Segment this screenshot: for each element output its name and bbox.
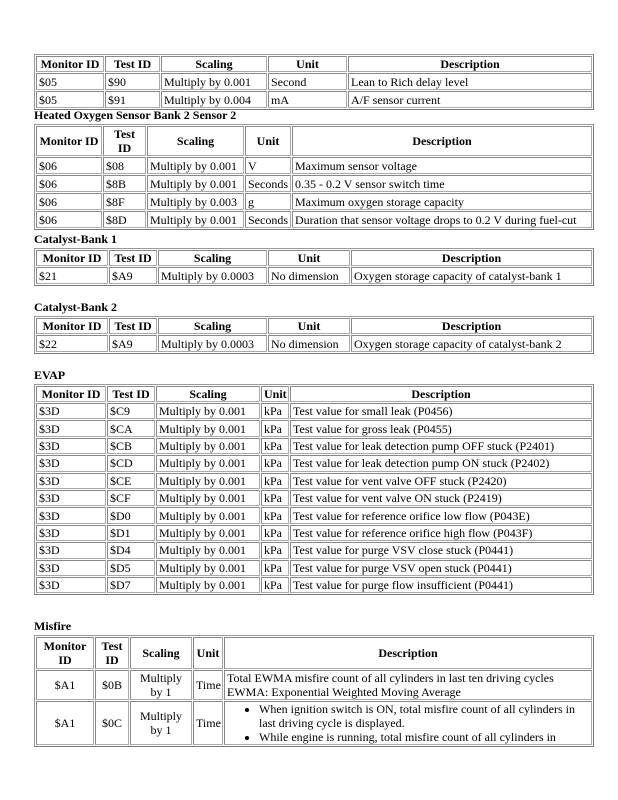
table-row: [36, 455, 592, 471]
table-cell: $A9: [109, 335, 157, 352]
table-cell: Multiply by 0.001: [156, 525, 260, 541]
table-cell: $3D: [36, 420, 106, 436]
table-row: [36, 403, 592, 419]
header-row: [36, 56, 592, 72]
table-cell: Multiply by 0.0003: [158, 267, 267, 284]
section-title: Catalyst-Bank 2: [34, 300, 118, 314]
table-cell: Multiply by 0.001: [156, 455, 260, 471]
table-cell: Test value for reference orifice low flow (P043E): [290, 507, 592, 523]
section-2: [34, 232, 594, 286]
table-cell: $06: [36, 157, 102, 174]
table-cell: Multiply by 0.001: [156, 420, 260, 436]
table-cell: Multiply by 0.001: [156, 490, 260, 506]
table-cell: Test value for purge VSV close stuck (P0441): [290, 542, 592, 558]
section-title: EVAP: [34, 368, 66, 382]
section-0: [34, 54, 594, 110]
table-cell: $3D: [36, 577, 106, 593]
section-5: [34, 619, 594, 747]
table-row: [36, 193, 592, 210]
table-cell: $3D: [36, 560, 106, 576]
table-row: [36, 507, 592, 523]
column-header: Description: [351, 318, 592, 334]
column-header: Scaling: [158, 318, 267, 334]
table-cell: Oxygen storage capacity of catalyst-bank 1: [351, 267, 592, 284]
table-cell: $CF: [107, 490, 155, 506]
column-header: Scaling: [158, 250, 267, 266]
table-cell: Multiply by 0.004: [161, 91, 267, 108]
column-header: Unit: [261, 386, 289, 402]
table-cell: $05: [36, 73, 104, 90]
table-row: [36, 420, 592, 436]
table-cell: $8F: [103, 193, 146, 210]
table-cell: Total EWMA misfire count of all cylinders in last ten driving cycles EWMA: Exponential Weighted Moving Average: [224, 670, 592, 700]
table-cell: Test value for purge flow insufficient (P0441): [290, 577, 592, 593]
column-header: Monitor ID: [36, 56, 104, 72]
table-cell: $0C: [95, 701, 129, 745]
table-cell: $06: [36, 211, 102, 228]
table-cell: Maximum sensor voltage: [292, 157, 592, 174]
table-cell: $A1: [36, 670, 94, 700]
column-header: Monitor ID: [36, 318, 108, 334]
table-cell: No dimension: [268, 267, 350, 284]
table-row: [36, 525, 592, 541]
table-row: [36, 670, 592, 700]
table-cell: Maximum oxygen storage capacity: [292, 193, 592, 210]
table-cell: $06: [36, 175, 102, 192]
column-header: Test ID: [105, 56, 160, 72]
table-row: [36, 73, 592, 90]
table-cell: $3D: [36, 403, 106, 419]
table-cell: $D1: [107, 525, 155, 541]
table-cell: Multiply by 0.001: [156, 507, 260, 523]
table-cell: No dimension: [268, 335, 350, 352]
table-row: [36, 560, 592, 576]
table-cell: Test value for vent valve OFF stuck (P2420): [290, 473, 592, 489]
column-header: Unit: [268, 56, 347, 72]
table-cell: $D5: [107, 560, 155, 576]
table-cell: $CB: [107, 438, 155, 454]
table-cell: Test value for leak detection pump ON stuck (P2402): [290, 455, 592, 471]
table-cell: $CD: [107, 455, 155, 471]
table-cell: kPa: [261, 542, 289, 558]
table-cell: $D0: [107, 507, 155, 523]
table-cell: $08: [103, 157, 146, 174]
table-cell: A/F sensor current: [348, 91, 592, 108]
table-cell: kPa: [261, 438, 289, 454]
table-cell: Test value for reference orifice high flow (P043F): [290, 525, 592, 541]
table-cell: Multiply by 0.001: [156, 542, 260, 558]
table-cell: kPa: [261, 560, 289, 576]
table-cell: kPa: [261, 455, 289, 471]
table-cell: $8D: [103, 211, 146, 228]
table-cell: Multiply by 0.0003: [158, 335, 267, 352]
table-cell: $90: [105, 73, 160, 90]
data-table: [34, 635, 594, 747]
table-cell: $3D: [36, 473, 106, 489]
data-table: [34, 124, 594, 230]
table-cell: kPa: [261, 420, 289, 436]
section-3: [34, 300, 594, 354]
table-row: [36, 157, 592, 174]
section-title: Heated Oxygen Sensor Bank 2 Sensor 2: [34, 108, 237, 122]
table-cell: Seconds: [245, 211, 291, 228]
column-header: Unit: [268, 318, 350, 334]
table-cell: Multiply by 0.003: [147, 193, 244, 210]
data-table: [34, 316, 594, 354]
table-cell: Test value for purge VSV open stuck (P0441): [290, 560, 592, 576]
table-cell: $3D: [36, 455, 106, 471]
data-table: [34, 54, 594, 110]
section-1: [34, 108, 594, 230]
table-cell: Time: [193, 670, 223, 700]
section-title: Catalyst-Bank 1: [34, 232, 118, 246]
table-cell: kPa: [261, 490, 289, 506]
table-row: [36, 438, 592, 454]
table-cell: Second: [268, 73, 347, 90]
table-row: [36, 473, 592, 489]
table-cell: Multiply by 0.001: [147, 157, 244, 174]
table-cell: kPa: [261, 403, 289, 419]
table-cell: $D7: [107, 577, 155, 593]
header-row: [36, 386, 592, 402]
table-cell: $06: [36, 193, 102, 210]
table-cell: Test value for gross leak (P0455): [290, 420, 592, 436]
table-cell: $21: [36, 267, 108, 284]
table-row: [36, 701, 592, 745]
table-cell: Multiply by 0.001: [156, 577, 260, 593]
header-row: [36, 126, 592, 156]
table-cell: $3D: [36, 542, 106, 558]
column-header: Scaling: [147, 126, 244, 156]
column-header: Unit: [268, 250, 350, 266]
header-row: [36, 637, 592, 669]
table-cell: Multiply by 0.001: [156, 403, 260, 419]
table-cell: Multiply by 0.001: [147, 211, 244, 228]
table-cell: Duration that sensor voltage drops to 0.2 V during fuel-cut: [292, 211, 592, 228]
column-header: Unit: [193, 637, 223, 669]
table-cell: $A1: [36, 701, 94, 745]
column-header: Test ID: [109, 250, 157, 266]
table-cell: $3D: [36, 438, 106, 454]
table-row: [36, 577, 592, 593]
column-header: Scaling: [130, 637, 192, 669]
table-cell: kPa: [261, 473, 289, 489]
table-row: [36, 211, 592, 228]
table-cell: Multiply by 0.001: [156, 438, 260, 454]
table-cell: Seconds: [245, 175, 291, 192]
column-header: Scaling: [161, 56, 267, 72]
table-cell: Test value for vent valve ON stuck (P2419): [290, 490, 592, 506]
table-cell: $A9: [109, 267, 157, 284]
table-cell: mA: [268, 91, 347, 108]
table-cell: Multiply by 0.001: [161, 73, 267, 90]
column-header: Monitor ID: [36, 250, 108, 266]
table-row: [36, 91, 592, 108]
table-row: [36, 542, 592, 558]
table-cell: Oxygen storage capacity of catalyst-bank 2: [351, 335, 592, 352]
table-cell: 0.35 - 0.2 V sensor switch time: [292, 175, 592, 192]
header-row: [36, 250, 592, 266]
column-header: Unit: [245, 126, 291, 156]
table-row: [36, 490, 592, 506]
column-header: Scaling: [156, 386, 260, 402]
column-header: Description: [348, 56, 592, 72]
column-header: Description: [292, 126, 592, 156]
table-cell: $CE: [107, 473, 155, 489]
section-title: Misfire: [34, 619, 72, 633]
data-table: [34, 248, 594, 286]
table-cell: kPa: [261, 525, 289, 541]
table-cell: Test value for leak detection pump OFF stuck (P2401): [290, 438, 592, 454]
bullet-item: • When ignition switch is ON, total misfire count of all cylinders in last driving cycle is displayed.: [259, 702, 589, 730]
table-cell: $22: [36, 335, 108, 352]
table-cell: $D4: [107, 542, 155, 558]
column-header: Test ID: [109, 318, 157, 334]
column-header: Test ID: [107, 386, 155, 402]
table-cell: g: [245, 193, 291, 210]
table-cell: $3D: [36, 490, 106, 506]
table-row: [36, 335, 592, 352]
column-header: Description: [351, 250, 592, 266]
table-cell: Multiply by 1: [130, 701, 192, 745]
table-cell: $05: [36, 91, 104, 108]
section-4: [34, 368, 594, 595]
header-row: [36, 318, 592, 334]
table-cell: Multiply by 0.001: [147, 175, 244, 192]
column-header: Description: [290, 386, 592, 402]
table-cell: $0B: [95, 670, 129, 700]
column-header: Test ID: [95, 637, 129, 669]
column-header: Test ID: [103, 126, 146, 156]
table-cell: $C9: [107, 403, 155, 419]
table-cell: Lean to Rich delay level: [348, 73, 592, 90]
table-cell: V: [245, 157, 291, 174]
table-cell: $91: [105, 91, 160, 108]
data-table: [34, 384, 594, 595]
column-header: Description: [224, 637, 592, 669]
column-header: Monitor ID: [36, 637, 94, 669]
table-row: [36, 267, 592, 284]
table-cell: $8B: [103, 175, 146, 192]
table-cell: Multiply by 0.001: [156, 560, 260, 576]
table-cell: $3D: [36, 525, 106, 541]
table-row: [36, 175, 592, 192]
table-cell: Multiply by 0.001: [156, 473, 260, 489]
table-cell: kPa: [261, 507, 289, 523]
table-cell: Multiply by 1: [130, 670, 192, 700]
table-cell: Time: [193, 701, 223, 745]
column-header: Monitor ID: [36, 386, 106, 402]
table-cell: [224, 701, 592, 745]
table-cell: $CA: [107, 420, 155, 436]
table-cell: Test value for small leak (P0456): [290, 403, 592, 419]
bullet-item: • While engine is running, total misfire count of all cylinders in: [259, 730, 589, 744]
column-header: Monitor ID: [36, 126, 102, 156]
table-cell: $3D: [36, 507, 106, 523]
table-cell: kPa: [261, 577, 289, 593]
